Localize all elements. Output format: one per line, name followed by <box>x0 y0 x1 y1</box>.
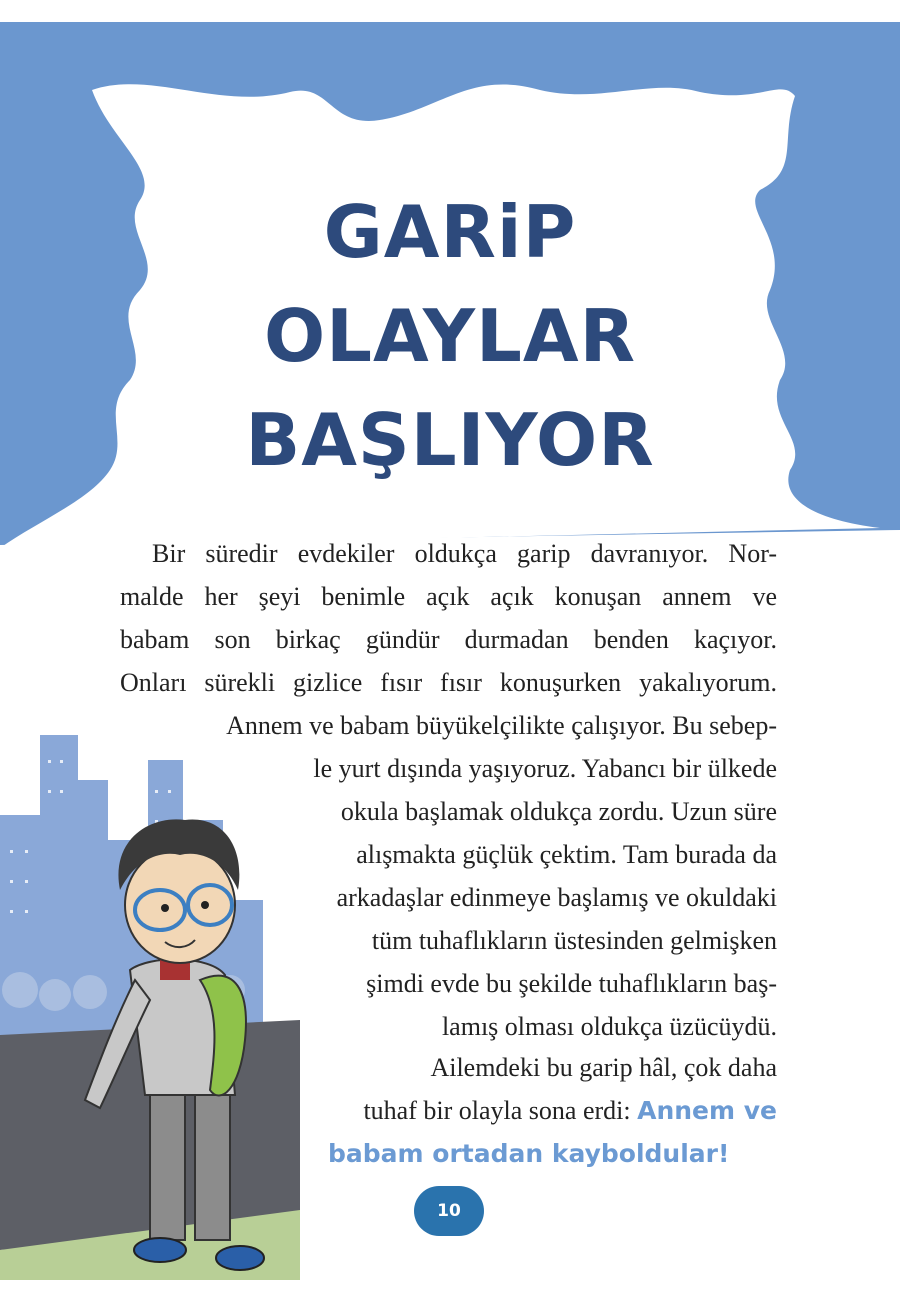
paragraph-2-line: arkadaşlar edinmeye başlamış ve okuldaki <box>336 883 777 912</box>
paragraph-2-line: tüm tuhaflıkların üstesinden gelmişken <box>371 926 777 955</box>
paragraph-1-line: Onları sürekli gizlice fısır fısır konuşurken yakalıyorum. <box>120 668 777 697</box>
paragraph-2-line: alışmakta güçlük çektim. Tam burada da <box>356 840 777 869</box>
paragraph-2-line: lamış olması oldukça üzücüydü. <box>441 1012 777 1041</box>
emphasis-text-1: Annem ve <box>637 1096 777 1125</box>
page-title <box>150 180 750 492</box>
paragraph-1-line: Bir süredir evdekiler oldukça garip davranıyor. Nor- <box>152 539 777 568</box>
paragraph-2-line: le yurt dışında yaşıyoruz. Yabancı bir ülkede <box>313 754 777 783</box>
paragraph-1 <box>120 532 777 704</box>
paragraph-3-line-3 <box>300 1132 777 1175</box>
title-line-3: BAŞLIYOR <box>245 398 655 482</box>
paragraph-2-line: okula başlamak oldukça zordu. Uzun süre <box>340 797 777 826</box>
paragraph-1-line: babam son birkaç gündür durmadan benden kaçıyor. <box>120 625 777 654</box>
paragraph-3-line-2 <box>300 1089 777 1132</box>
page-number-badge <box>414 1186 484 1236</box>
paragraph-2-line: Annem ve babam büyükelçilikte çalışıyor. Bu sebep- <box>226 711 777 740</box>
paragraph-1-line: malde her şeyi benimle açık açık konuşan annem ve <box>120 582 777 611</box>
paragraph-3 <box>300 1046 777 1175</box>
paragraph-2 <box>150 704 777 1048</box>
title-line-2: OLAYLAR <box>263 294 637 378</box>
paragraph-2-line: şimdi evde bu şekilde tuhaflıkların baş- <box>366 969 777 998</box>
emphasis-text-2: babam ortadan kayboldular! <box>328 1139 730 1168</box>
paragraph-3-line-1: Ailemdeki bu garip hâl, çok daha <box>430 1053 777 1082</box>
page-number: 10 <box>437 1201 461 1221</box>
paragraph-3-line-2-text: tuhaf bir olayla sona erdi: <box>363 1096 638 1125</box>
title-line-1: GARiP <box>323 190 577 274</box>
